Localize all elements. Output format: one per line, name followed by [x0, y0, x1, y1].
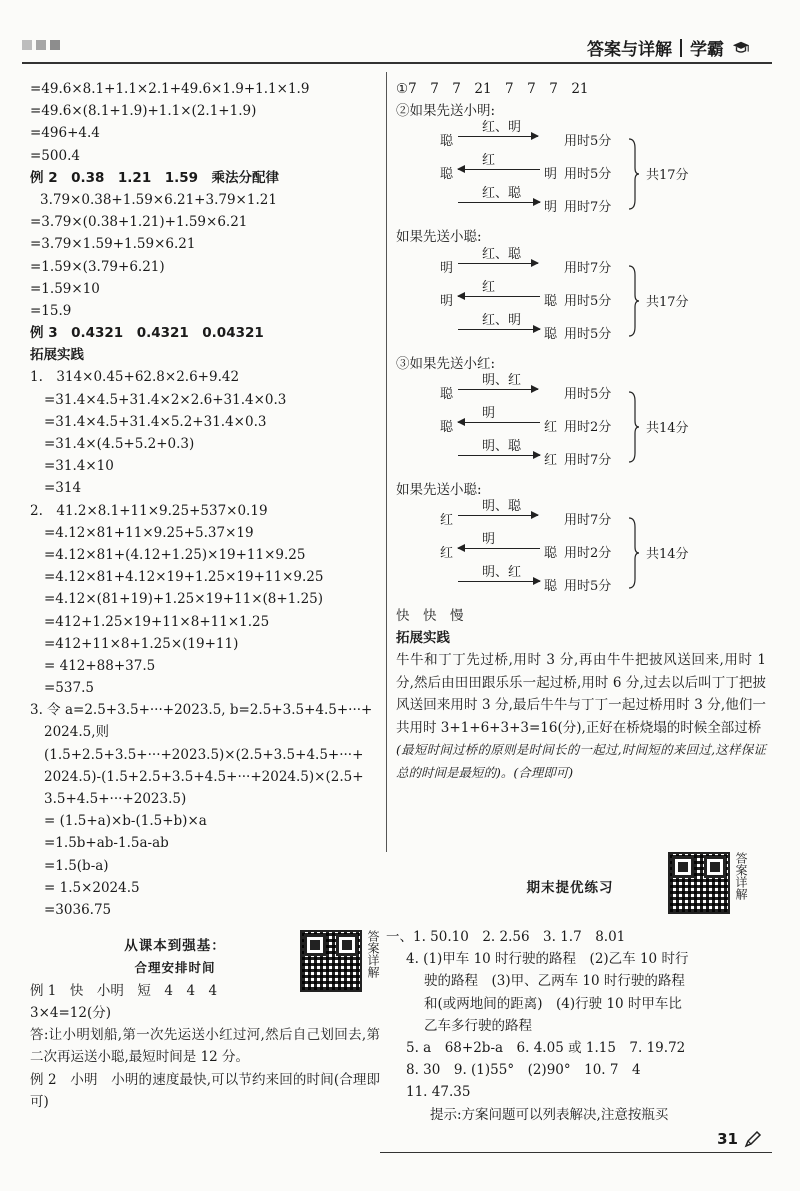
- text-line: =500.4: [30, 147, 80, 164]
- arrow-right-icon: [458, 202, 540, 203]
- column-divider: [386, 72, 387, 852]
- text-line: 3. 令 a=2.5+3.5+···+2023.5, b=2.5+3.5+4.5+···+: [30, 702, 373, 719]
- section-heading: 拓展实践: [30, 347, 84, 364]
- text-line: (1.5+2.5+3.5+···+2023.5)×(2.5+3.5+4.5+···+: [44, 746, 364, 763]
- step-time: 用时2分: [564, 419, 612, 435]
- bank-left-label: 聪: [440, 167, 454, 183]
- bank-left-label: 聪: [440, 134, 454, 150]
- arrow-right-icon: [458, 389, 538, 390]
- header-decoration: [22, 40, 60, 50]
- boat-passengers: 明、聪: [482, 498, 522, 514]
- header-rule: [22, 62, 772, 64]
- text-line: 3×4=12(分): [30, 1004, 112, 1021]
- crossing-step: [396, 369, 696, 403]
- text-line: = 1.5×2024.5: [44, 879, 140, 896]
- qr-label: 答案详解: [734, 852, 748, 900]
- graduation-cap-icon: [732, 39, 750, 57]
- text-line: =4.12×(81+19)+1.25×19+11×(8+1.25): [44, 591, 324, 608]
- crossing-step: [396, 243, 696, 277]
- left-block-3: [30, 980, 380, 1114]
- bank-left-label: 聪: [440, 386, 454, 402]
- boat-passengers: 红、明: [482, 120, 522, 136]
- text-line: =15.9: [30, 302, 72, 319]
- text-line: 8. 30 9. (1)55° (2)90° 10. 7 4: [406, 1062, 641, 1079]
- text-line: 2. 41.2×8.1+11×9.25+537×0.19: [30, 502, 268, 519]
- crossing-cases: [396, 100, 766, 605]
- practice-paragraph: 牛牛和丁丁先过桥,用时 3 分,再由牛牛把披风送回来,用时 1 分,然后由田田跟乐乐一起过桥,用时 6 分,过去以后叫丁丁把披风送回来用时 3 分,最后牛牛与丁丁一起过桥用时 3 分,他们一共用时 3+1+6+3+3=16(分),正好在桥烧塌的时候全部过桥: [396, 652, 766, 736]
- arrow-right-icon: [458, 329, 540, 330]
- crossing-step: [396, 182, 696, 216]
- text-line: 和(或两地间的距离) (4)行驶 10 时甲车比: [424, 995, 682, 1012]
- arrow-left-icon: [458, 169, 540, 170]
- page-header: [587, 35, 750, 60]
- text-line: =537.5: [44, 680, 94, 697]
- boat-passengers: 明、聪: [482, 438, 522, 454]
- step-time: 用时7分: [564, 260, 612, 276]
- crossing-step: [396, 561, 696, 595]
- text-line: =31.4×4.5+31.4×2×2.6+31.4×0.3: [44, 391, 287, 408]
- section-title: 从课本到强基：: [124, 938, 226, 955]
- bank-right-label: 红: [544, 419, 558, 435]
- step-time: 用时7分: [564, 452, 612, 468]
- boat-passengers: 明、红: [482, 564, 522, 580]
- text-line: =4.12×81+11×9.25+5.37×19: [44, 524, 254, 541]
- crossing-diagram: [396, 122, 766, 226]
- qr-code-block-2[interactable]: [668, 852, 748, 914]
- text-line: =49.6×8.1+1.1×2.1+49.6×1.9+1.1×1.9: [30, 81, 310, 97]
- bank-left-label: 明: [440, 293, 454, 309]
- text-line: =3.79×1.59+1.59×6.21: [30, 236, 196, 253]
- section-heading: 拓展实践: [396, 630, 450, 647]
- arrow-right-icon: [458, 136, 538, 137]
- left-block-1: [30, 78, 380, 344]
- step-time: 用时7分: [564, 200, 612, 216]
- step-time: 用时5分: [564, 134, 612, 150]
- step-time: 用时5分: [564, 386, 612, 402]
- boat-passengers: 红: [482, 153, 496, 169]
- bank-right-label: 聪: [544, 293, 558, 309]
- text-line: =1.59×10: [30, 280, 100, 297]
- text-line: 5. a 68+2b-a 6. 4.05 或 1.15 7. 19.72: [406, 1039, 686, 1056]
- step-time: 用时5分: [564, 326, 612, 342]
- bank-right-label: 红: [544, 452, 558, 468]
- brace-icon: [628, 517, 640, 589]
- text-line: 11. 47.35: [406, 1084, 471, 1101]
- crossing-step: [396, 116, 696, 150]
- text-line: 3.5+4.5+···+2023.5): [44, 791, 187, 807]
- brace-icon: [628, 265, 640, 337]
- text-line: =31.4×(4.5+5.2+0.3): [44, 436, 195, 452]
- case-total: 共17分: [646, 294, 689, 310]
- qr-code-block[interactable]: [300, 930, 380, 992]
- text-line: =412+1.25×19+11×8+11×1.25: [44, 613, 270, 630]
- bank-right-label: 聪: [544, 326, 558, 342]
- bank-right-label: 聪: [544, 578, 558, 594]
- header-brand: 学霸: [690, 40, 724, 60]
- step-time: 用时7分: [564, 512, 612, 528]
- text-line: 一、1. 50.10 2. 2.56 3. 1.7 8.01: [386, 929, 626, 945]
- bank-left-label: 明: [440, 260, 454, 276]
- text-line: =412+11×8+1.25×(19+11): [44, 635, 239, 652]
- crossing-step: [396, 495, 696, 529]
- text-line: =1.5(b-a): [44, 857, 109, 874]
- page-number: 31: [717, 1130, 738, 1148]
- text-line: 乙车多行驶的路程: [424, 1017, 532, 1034]
- text-line: =31.4×10: [44, 458, 114, 475]
- text-line: =1.59×(3.79+6.21): [30, 258, 165, 275]
- left-block-2: [30, 366, 380, 921]
- text-line: =1.5b+ab-1.5a-ab: [44, 835, 169, 852]
- bank-left-label: 红: [440, 545, 454, 561]
- bank-right-label: 聪: [544, 545, 558, 561]
- text-line: 4. (1)甲车 10 时行驶的路程 (2)乙车 10 时行: [406, 951, 689, 968]
- boat-passengers: 明: [482, 531, 496, 547]
- text-line: =3.79×(0.38+1.21)+1.59×6.21: [30, 214, 248, 231]
- header-separator: [680, 39, 682, 57]
- arrow-right-icon: [458, 263, 538, 264]
- step-time: 用时5分: [564, 293, 612, 309]
- answer-paragraph: 例 2 小明 小明的速度最快,可以节约来回的时间(合理即可): [30, 1071, 380, 1111]
- case-heading: 如果先送小聪:: [396, 481, 482, 498]
- step-time: 用时5分: [564, 578, 612, 594]
- boat-passengers: 明、红: [482, 372, 522, 388]
- header-title: 答案与详解: [587, 40, 672, 60]
- bank-right-label: 明: [544, 200, 558, 216]
- brace-icon: [628, 391, 640, 463]
- text-line: = 412+88+37.5: [44, 657, 156, 674]
- example-line: 例 2 0.38 1.21 1.59 乘法分配律: [30, 169, 280, 186]
- boat-passengers: 红、明: [482, 312, 522, 328]
- case-total: 共14分: [646, 546, 689, 562]
- text-line: 2024.5,则: [44, 724, 110, 741]
- bank-left-label: 红: [440, 512, 454, 528]
- arrow-left-icon: [458, 548, 540, 549]
- text-line: ①7 7 7 21 7 7 7 21: [396, 81, 589, 97]
- boat-passengers: 红: [482, 279, 496, 295]
- right-column: [396, 78, 766, 784]
- hint-line: 提示:方案问题可以列表解决,注意按瓶买: [430, 1106, 669, 1123]
- final-practice-title: 期末提优练习: [526, 880, 614, 896]
- bank-right-label: 明: [544, 167, 558, 183]
- boat-passengers: 红、聪: [482, 246, 522, 262]
- step-time: 用时5分: [564, 167, 612, 183]
- case-total: 共17分: [646, 168, 689, 184]
- text-line: =4.12×81+(4.12+1.25)×19+11×9.25: [44, 546, 306, 563]
- crossing-step: [396, 309, 696, 343]
- step-time: 用时2分: [564, 545, 612, 561]
- text-line: = (1.5+a)×b-(1.5+b)×a: [44, 813, 207, 830]
- crossing-diagram: [396, 246, 766, 353]
- qr-label: 答案详解: [366, 930, 380, 978]
- practice-note: (最短时间过桥的原则是时间长的一起过,时间短的来回过,这样保证总的时间是最短的)。(合理即可): [396, 742, 766, 780]
- qr-code-icon[interactable]: [300, 930, 362, 992]
- text-line: 驶的路程 (3)甲、乙两车 10 时行驶的路程: [424, 973, 685, 990]
- case-heading: ②如果先送小明:: [396, 103, 496, 120]
- example-line: 例 3 0.4321 0.4321 0.04321: [30, 325, 264, 342]
- case-heading: 如果先送小聪:: [396, 229, 482, 246]
- crossing-diagram: [396, 372, 766, 479]
- text-line: 2024.5)-(1.5+2.5+3.5+4.5+···+2024.5)×(2.5+: [44, 768, 364, 785]
- crossing-diagram: [396, 498, 766, 605]
- text-line: =4.12×81+4.12×19+1.25×19+11×9.25: [44, 569, 324, 586]
- brace-icon: [628, 138, 640, 210]
- text-line: 3.79×0.38+1.59×6.21+3.79×1.21: [40, 191, 277, 208]
- arrow-right-icon: [458, 581, 540, 582]
- boat-passengers: 明: [482, 405, 496, 421]
- bank-left-label: 聪: [440, 419, 454, 435]
- text-line: =49.6×(8.1+1.9)+1.1×(2.1+1.9): [30, 103, 257, 120]
- boat-passengers: 红、聪: [482, 186, 522, 202]
- answer-paragraph: 答:让小明划船,第一次先运送小红过河,然后自己划回去,第二次再运送小聪,最短时间是 12 分。: [30, 1026, 380, 1066]
- text-line: =31.4×4.5+31.4×5.2+31.4×0.3: [44, 413, 267, 430]
- qr-code-icon[interactable]: [668, 852, 730, 914]
- text-line: =496+4.4: [30, 125, 100, 142]
- section-subtitle: 合理安排时间: [134, 960, 216, 976]
- text-line: =314: [44, 480, 82, 497]
- text-line: 1. 314×0.45+62.8×2.6+9.42: [30, 369, 240, 386]
- arrow-left-icon: [458, 296, 540, 297]
- text-line: =3036.75: [44, 901, 112, 918]
- arrow-left-icon: [458, 422, 540, 423]
- arrow-right-icon: [458, 515, 538, 516]
- final-answers: [386, 926, 766, 1126]
- text-line: 快 快 慢: [396, 607, 464, 624]
- example-line: 例 1 快 小明 短 4 4 4: [30, 982, 218, 999]
- case-heading: ③如果先送小红:: [396, 355, 496, 372]
- pencil-icon: [742, 1128, 764, 1150]
- case-total: 共14分: [646, 420, 689, 436]
- crossing-step: [396, 435, 696, 469]
- arrow-right-icon: [458, 455, 540, 456]
- footer-rule: [380, 1152, 772, 1153]
